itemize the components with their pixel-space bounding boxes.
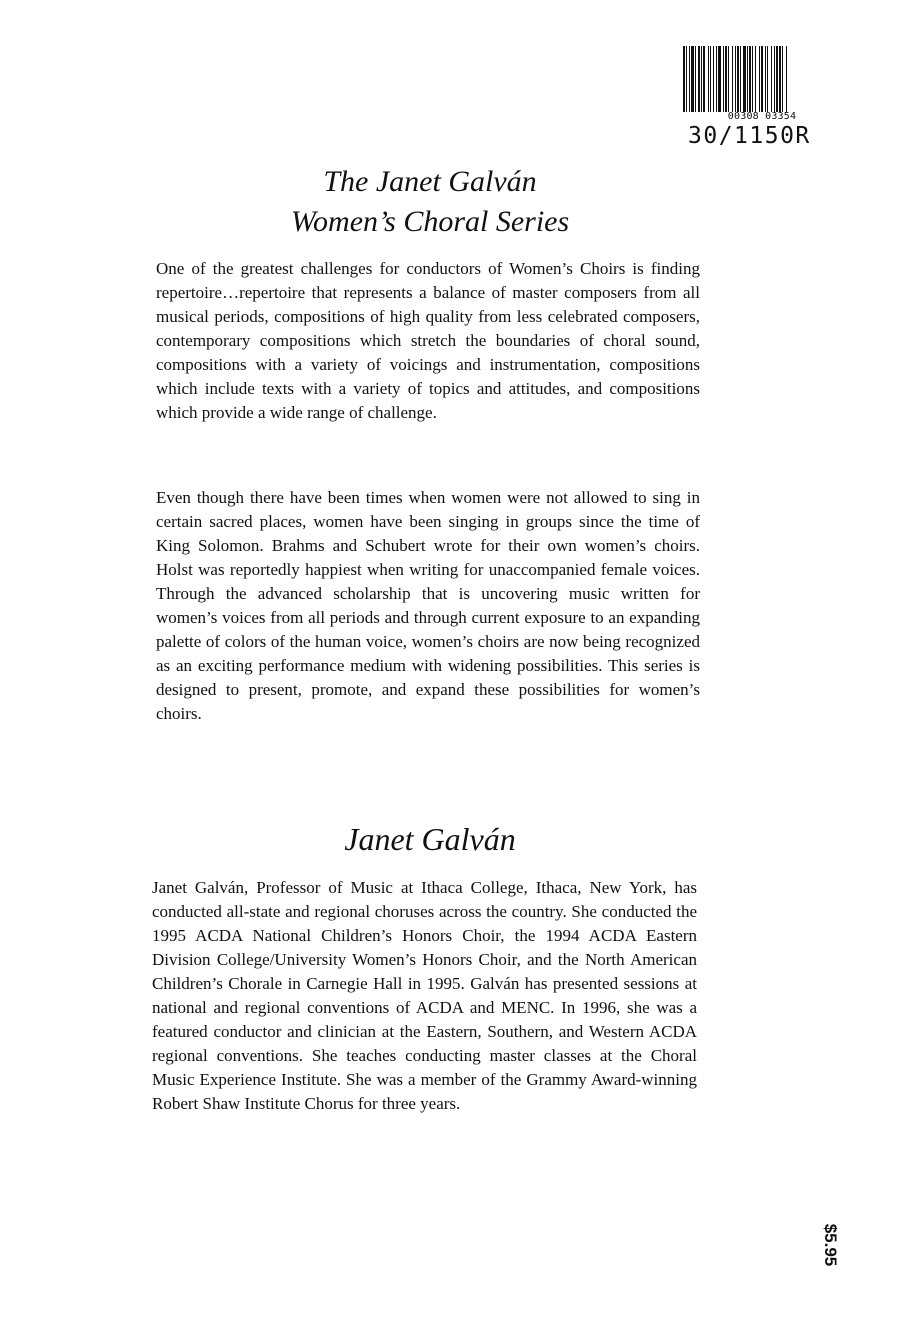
series-paragraph-2: Even though there have been times when women were not allowed to sing in certain sacred places, women have been singing in groups since the time of King Solomon. Brahms and Schubert wrote for their own women’s choirs. Holst was reportedly happiest when writing for unaccompanied female voices. Through the advanced scholarship that is uncovering music written for women’s voices from all periods and through current exposure to an expanding palette of colors of the human voice, women’s choirs are now being recognized as an exciting performance medium with widening possibilities. This series is designed to present, promote, and expand these possibilities for women’s choirs. — [156, 488, 700, 723]
barcode-block — [683, 46, 833, 154]
series-title-line1: The Janet Galván — [323, 165, 537, 198]
series-title — [200, 162, 660, 242]
bio-paragraph: Janet Galván, Professor of Music at Ithaca College, Ithaca, New York, has conducted all-state and regional choruses across the country. She conducted the 1995 ACDA National Children’s Honors Choir, the 1994 ACDA Eastern Division College/University Women’s Honors Choir, and the North American Children’s Chorale in Carnegie Hall in 1995. Galván has presented sessions at national and regional conventions of ACDA and MENC. In 1996, she was a featured conductor and clinician at the Eastern, Southern, and Western ACDA regional conventions. She teaches conducting master classes at the Choral Music Experience Institute. She was a member of the Grammy Award-winning Robert Shaw Institute Chorus for three years. — [152, 878, 697, 1113]
price-label: $5.95 — [821, 1223, 840, 1267]
bio-heading: Janet Galván — [344, 821, 516, 857]
series-paragraph-1: One of the greatest challenges for conductors of Women’s Choirs is finding repertoire…repertoire that represents a balance of master composers from all musical periods, compositions of high quality from less celebrated composers, contemporary compositions which stretch the boundaries of choral sound, compositions with a variety of voicings and instrumentation, compositions which include texts with a variety of topics and attitudes, and compositions which provide a wide range of challenge. — [156, 259, 700, 422]
barcode-digits: 00308 03354 — [727, 111, 797, 122]
barcode-image — [683, 46, 828, 112]
series-title-line2: Women’s Choral Series — [290, 205, 570, 238]
catalog-number: 30/1150R — [688, 123, 811, 149]
